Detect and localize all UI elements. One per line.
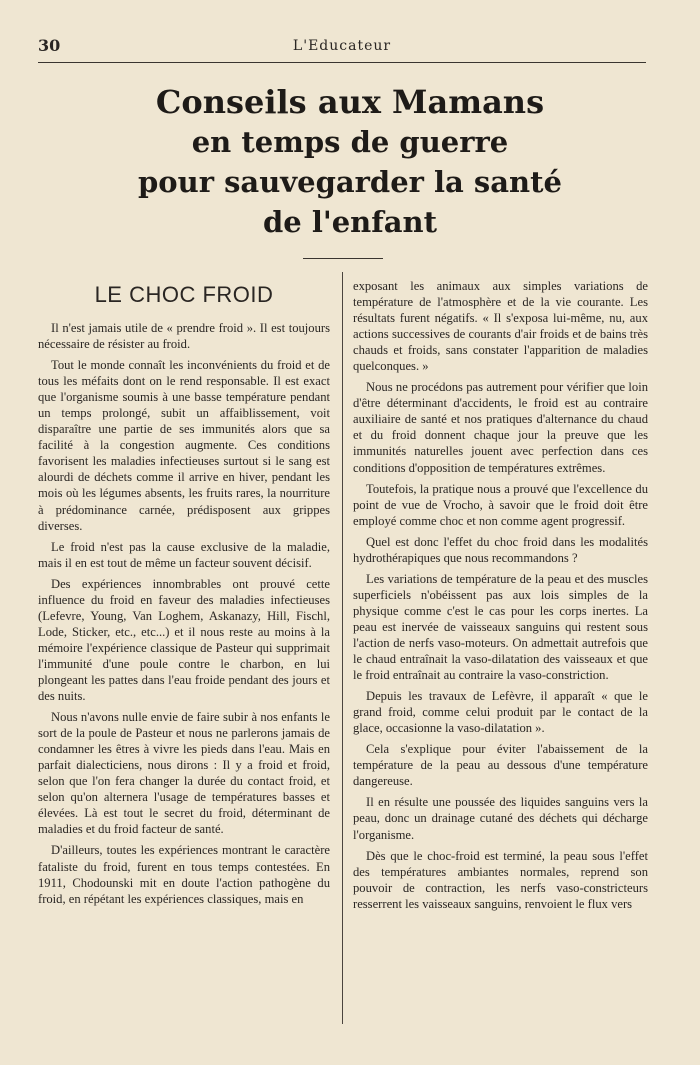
title-line-1: Conseils aux Mamans <box>155 83 545 121</box>
title-line-2: en temps de guerre <box>191 125 509 159</box>
paragraph: Toutefois, la pratique nous a prouvé que l'excellence du point de vue de Vrocho, à savoir que le froid doit être employé comme choc et non comme agent progressif. <box>353 481 648 528</box>
paragraph: Depuis les travaux de Lefèvre, il apparaît « que le grand froid, comme celui produit par le contact de la glace, occasionne la vaso-dilatation ». <box>353 689 648 736</box>
right-column <box>353 278 648 917</box>
column-divider <box>342 272 343 1024</box>
left-column <box>38 320 330 912</box>
page-header <box>38 34 646 63</box>
title-line-3: pour sauvegarder la santé <box>138 165 562 199</box>
paragraph: exposant les animaux aux simples variations de température de l'atmosphère et de la vie courante. Les résultats furent négatifs. « Il s'exposa lui-même, nu, aux actions successives de courants d'air froids et de bains très chauds et froids, sans constater l'apparition de maladies quelconques. » <box>353 279 648 374</box>
title-divider <box>303 258 383 259</box>
paragraph: Les variations de température de la peau et des muscles superficiels n'obéissent pas aux lois simples de la physique comme c'est le cas pour les corps inertes. La peau est inervée de vaisseaux sanguins qui restent sous l'action de nerfs vaso-moteurs. On admettait autrefois que le chaud entraînait la vaso-dilatation des vaisseaux et que le froid entraînait au contraire la vaso-constriction. <box>353 571 648 683</box>
paragraph: Dès que le choc-froid est terminé, la peau sous l'effet des températures ambiantes normales, reprend son pouvoir de contraction, les nerfs vaso-constricteurs resserrent les vaisseaux sanguins, renvoient le flux vers <box>353 848 648 911</box>
paragraph: Le froid n'est pas la cause exclusive de la maladie, mais il en est tout de même un facteur souvent décisif. <box>38 539 330 570</box>
paragraph: Il n'est jamais utile de « prendre froid ». Il est toujours nécessaire de résister au froid. <box>38 321 330 352</box>
journal-title: L'Educateur <box>292 38 392 54</box>
paragraph: Il en résulte une poussée des liquides sanguins vers la peau, donc un drainage cutané des déchets qui décharge l'organisme. <box>353 795 648 842</box>
article-title <box>60 82 640 242</box>
paragraph: Tout le monde connaît les inconvénients du froid et de tous les méfaits dont on le rend responsable. Il est exact que l'organisme soumis à une basse température pendant un temps prolongé, subit un affaiblissement, voit disparaître une partie de ses immunités alors que sa facilité à la congestion augmente. Ces conditions favorisent les maladies infectieuses surtout si le sang est alourdi de déchets comme il arrive en hiver, pendant les mois où les légumes absents, les fruits rares, la nourriture à prédominance carnée, prédisposent aux grippes diverses. <box>38 358 330 533</box>
paragraph: D'ailleurs, toutes les expériences montrant le caractère fataliste du froid, furent en tous temps contestées. En 1911, Chodounski mit en doute l'action pathogène du froid, en répétant les expériences classiques, mais en <box>38 843 330 906</box>
page-number: 30 <box>38 36 61 55</box>
paragraph: Des expériences innombrables ont prouvé cette influence du froid en faveur des maladies infectieuses (Lefevre, Young, Van Loghem, Askanazy, Hill, Fischl, Lode, Sticker, etc., etc...) et il nous reste au moins à la mémoire l'expérience classique de Pasteur qui supprimait l'immunité d'une poule contre le charbon, en lui plongeant les pattes dans l'eau froide pendant des jours et des nuits. <box>38 576 330 704</box>
title-line-4: de l'enfant <box>263 205 437 239</box>
paragraph: Nous n'avons nulle envie de faire subir à nos enfants le sort de la poule de Pasteur et nous ne parlerons jamais de condamner les êtres à vivre les pieds dans l'eau. Mais en parfait dialecticiens, nous dirons : Il y a froid et froid, selon que l'on fera changer la durée du contact froid, et selon qu'on alternera l'usage de températures basses et élevées. Là est tout le secret du froid, déterminant de maladies et du froid facteur de santé. <box>38 710 330 837</box>
paragraph: Quel est donc l'effet du choc froid dans les modalités hydrothérapiques que nous recommandons ? <box>353 534 648 565</box>
paragraph: Nous ne procédons pas autrement pour vérifier que loin d'être déterminant d'accidents, le froid est au contraire auxiliaire de santé et nos pratiques d'alternance du chaud et du froid donnent chaque jour la preuve que les immunités naturelles jouent avec perfection dans ces conditions d'opposition de températures extrêmes. <box>353 380 648 475</box>
paragraph: Cela s'explique pour éviter l'abaissement de la température de la peau au dessous d'une température dangereuse. <box>353 742 648 789</box>
section-title: LE CHOC FROID <box>94 282 274 307</box>
